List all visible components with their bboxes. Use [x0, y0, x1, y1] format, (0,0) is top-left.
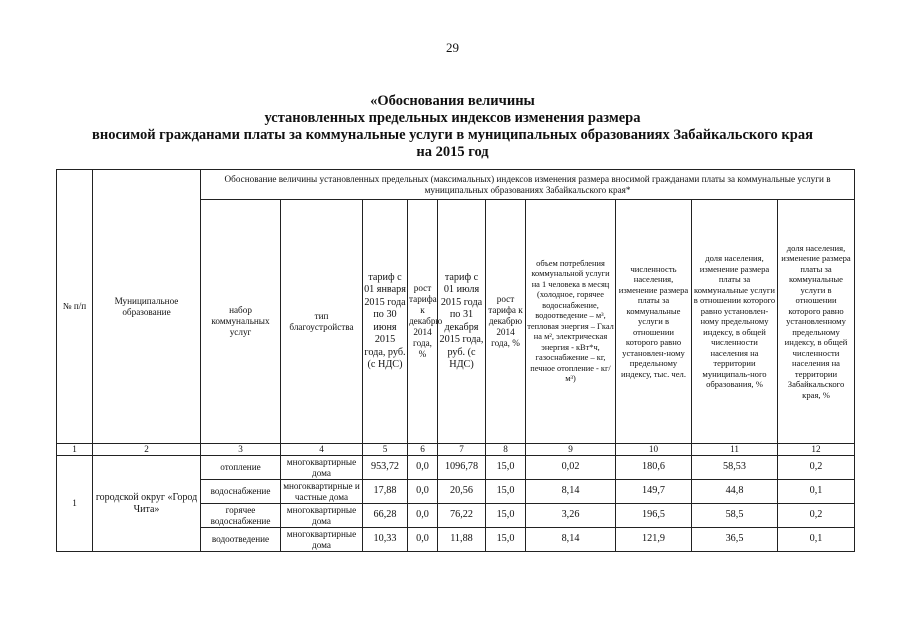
title-line-4: на 2015 год: [416, 144, 489, 160]
cell-volume: 8,14: [526, 480, 616, 504]
cell-growth-1: 0,0: [408, 480, 438, 504]
cell-growth-2: 15,0: [486, 504, 526, 528]
title-line-3: вносимой гражданами платы за коммунальные услуги в муниципальных образованиях Забайкальского края: [92, 127, 813, 143]
cell-population: 149,7: [616, 480, 692, 504]
header-group: Обоснование величины установленных предельных (максимальных) индексов изменения размера вносимой гражданами платы за коммунальные услуги в муниципальных образованиях Забайкальского края*: [201, 170, 855, 200]
column-number-row: [57, 444, 855, 456]
cell-service: водоотведение: [201, 528, 281, 552]
cell-volume: 8,14: [526, 528, 616, 552]
cell-volume: 0,02: [526, 456, 616, 480]
cell-growth-2: 15,0: [486, 456, 526, 480]
header-col-share-municipal: доля населения, изменение размера платы за коммунальные услуги в отношении которого равно установлен-ному предельному индексу, в общей численности населения на территории муниципаль-ного образования, %: [692, 200, 778, 444]
column-number: 7: [438, 444, 486, 456]
column-number: 1: [57, 444, 93, 456]
column-number: 2: [93, 444, 201, 456]
title-line-2: установленных предельных индексов изменения размера: [264, 110, 641, 126]
column-number: 10: [616, 444, 692, 456]
cell-share-region: 0,1: [778, 480, 855, 504]
cell-tariff-jul: 76,22: [438, 504, 486, 528]
tariff-table: [56, 169, 855, 552]
cell-growth-1: 0,0: [408, 528, 438, 552]
cell-growth-1: 0,0: [408, 456, 438, 480]
column-number: 8: [486, 444, 526, 456]
cell-share-municipal: 58,5: [692, 504, 778, 528]
cell-growth-1: 0,0: [408, 504, 438, 528]
cell-tariff-jan: 17,88: [363, 480, 408, 504]
row-municipality: городской округ «Город Чита»: [93, 456, 201, 552]
cell-share-municipal: 36,5: [692, 528, 778, 552]
header-col-tariff-jul: тариф с 01 июля 2015 года по 31 декабря 2015 года, руб. (с НДС): [438, 200, 486, 444]
cell-population: 121,9: [616, 528, 692, 552]
cell-tariff-jul: 1096,78: [438, 456, 486, 480]
header-col-volume: объем потребления коммунальной услуги на 1 человека в месяц (холодное, горячее водоснабжение, водоотведение – м³, тепловая энергия – Гкал на м², электрическая энергия - кВт*ч, газоснабжение – кг, печное отопление - кг/м³): [526, 200, 616, 444]
cell-tariff-jul: 11,88: [438, 528, 486, 552]
cell-share-region: 0,2: [778, 504, 855, 528]
document-title: [40, 93, 865, 161]
header-col-services: набор коммунальных услуг: [201, 200, 281, 444]
cell-service: горячее водоснабжение: [201, 504, 281, 528]
column-number: 6: [408, 444, 438, 456]
cell-population: 196,5: [616, 504, 692, 528]
row-number: 1: [57, 456, 93, 552]
page-number: 29: [446, 40, 459, 55]
header-row-top: [57, 170, 855, 200]
cell-share-municipal: 44,8: [692, 480, 778, 504]
cell-growth-2: 15,0: [486, 480, 526, 504]
column-number: 4: [281, 444, 363, 456]
cell-population: 180,6: [616, 456, 692, 480]
cell-share-region: 0,2: [778, 456, 855, 480]
header-col-type: тип благоустройства: [281, 200, 363, 444]
header-col-growth-2: рост тарифа к декабрю 2014 года, %: [486, 200, 526, 444]
cell-service: водоснабжение: [201, 480, 281, 504]
column-number: 3: [201, 444, 281, 456]
header-col-share-region: доля населения, изменение размера платы за коммунальные услуги в отношении которого равно установленному предельному индексу, в общей численности населения на территории Забайкальского края, %: [778, 200, 855, 444]
cell-share-municipal: 58,53: [692, 456, 778, 480]
cell-tariff-jan: 10,33: [363, 528, 408, 552]
header-col-municipality: Муниципальное образование: [93, 170, 201, 444]
cell-growth-2: 15,0: [486, 528, 526, 552]
cell-tariff-jan: 66,28: [363, 504, 408, 528]
cell-tariff-jul: 20,56: [438, 480, 486, 504]
header-col-population: численность населения, изменение размера платы за коммунальные услуги в отношении которого равно установлен-ному предельному индексу, тыс. чел.: [616, 200, 692, 444]
cell-type: многоквартирные дома: [281, 456, 363, 480]
cell-type: многоквартирные дома: [281, 504, 363, 528]
cell-service: отопление: [201, 456, 281, 480]
cell-type: многоквартирные и частные дома: [281, 480, 363, 504]
column-number: 11: [692, 444, 778, 456]
title-line-1: «Обоснования величины: [370, 93, 535, 109]
column-number: 5: [363, 444, 408, 456]
cell-type: многоквартирные дома: [281, 528, 363, 552]
column-number: 9: [526, 444, 616, 456]
table-row: [57, 456, 855, 480]
column-number: 12: [778, 444, 855, 456]
header-col-no: № п/п: [57, 170, 93, 444]
cell-volume: 3,26: [526, 504, 616, 528]
cell-tariff-jan: 953,72: [363, 456, 408, 480]
cell-share-region: 0,1: [778, 528, 855, 552]
header-col-growth-1: рост тарифа к декабрю 2014 года, %: [408, 200, 438, 444]
header-col-tariff-jan: тариф с 01 января 2015 года по 30 июня 2015 года, руб. (с НДС): [363, 200, 408, 444]
